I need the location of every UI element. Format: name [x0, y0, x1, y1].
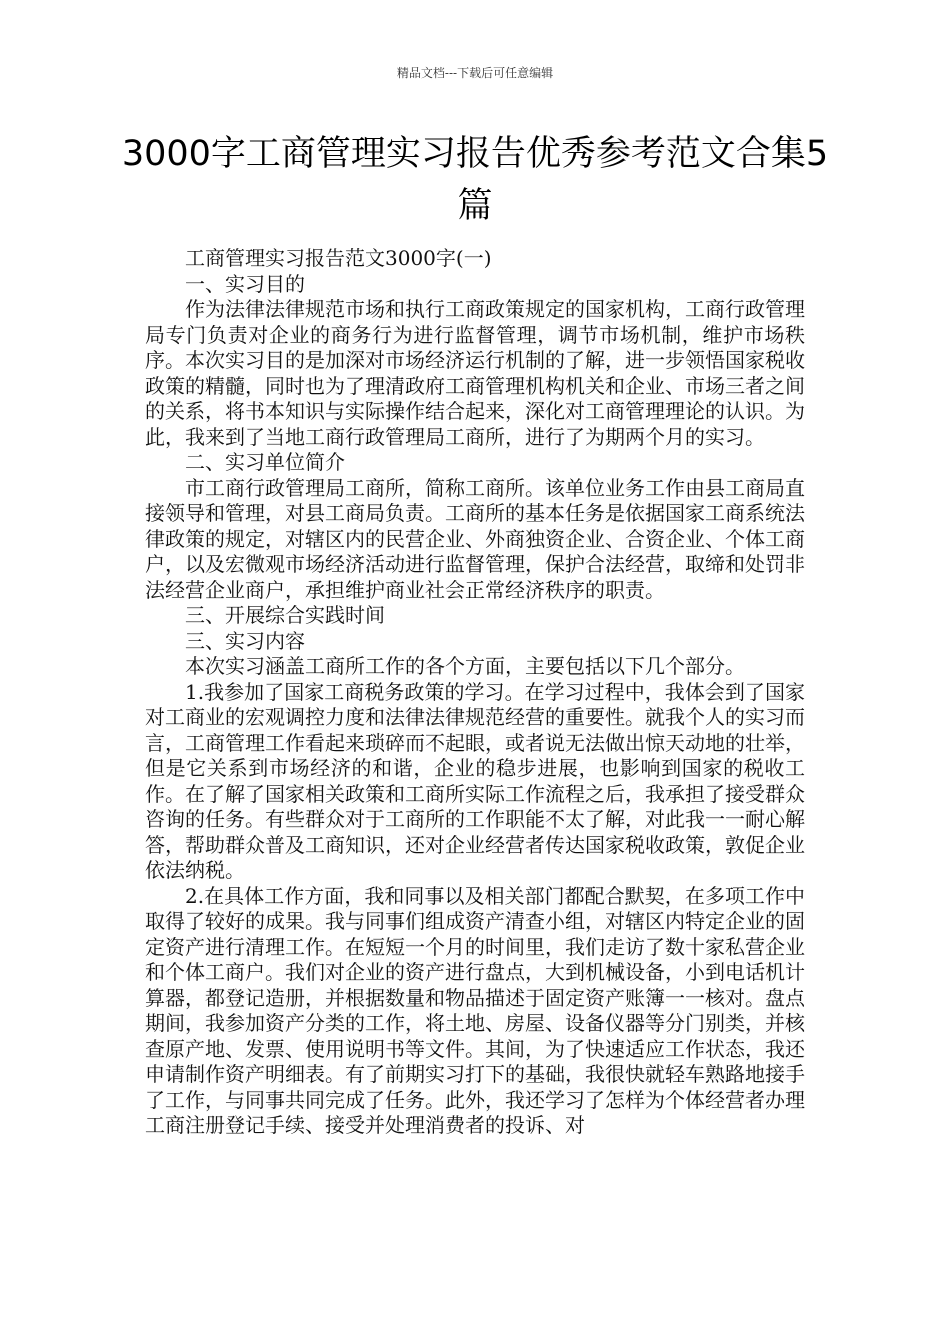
body-paragraph: 本次实习涵盖工商所工作的各个方面，主要包括以下几个部分。 — [185, 654, 745, 678]
section-heading: 三、开展综合实践时间 — [185, 603, 385, 627]
body-paragraph: 市工商行政管理局工商所，简称工商所。该单位业务工作由县工商局直接领导和管理，对县工商局负责。工商所的基本任务是依据国家工商系统法律政策的规定，对辖区内的民营企业、外商独资企业、合资企业、个体工商户，以及宏微观市场经济活动进行监督管理，保护合法经营，取缔和处罚非法经营企业商户，承担维护商业社会正常经济秩序的职责。 — [145, 475, 805, 602]
body-paragraph: 1.我参加了国家工商税务政策的学习。在学习过程中，我体会到了国家对工商业的宏观调控力度和法律法律规范经营的重要性。就我个人的实习而言，工商管理工作看起来琐碎而不起眼，或者说无法做出惊天动地的壮举，但是它关系到市场经济的和谐，企业的稳步进展，也影响到国家的税收工作。在了解了国家相关政策和工商所实际工作流程之后，我承担了接受群众咨询的任务。有些群众对于工商所的工作职能不太了解，对此我一一耐心解答，帮助群众普及工商知识，还对企业经营者传达国家税收政策，敦促企业依法纳税。 — [145, 679, 805, 882]
section-heading: 二、实习单位简介 — [185, 450, 345, 474]
document-title: 3000字工商管理实习报告优秀参考范文合集5篇 — [121, 134, 829, 226]
section-heading: 三、实习内容 — [185, 628, 305, 653]
header-note: 精品文档---下载后可任意编辑 — [396, 66, 554, 80]
body-paragraph: 2.在具体工作方面，我和同事以及相关部门都配合默契，在多项工作中取得了较好的成果。我与同事们组成资产清查小组，对辖区内特定企业的固定资产进行清理工作。在短短一个月的时间里，我们走访了数十家私营企业和个体工商户。我们对企业的资产进行盘点，大到机械设备，小到电话机计算器，都登记造册，并根据数量和物品描述于固定资产账簿一一核对。盘点期间，我参加资产分类的工作，将土地、房屋、设备仪器等分门别类，并核查原产地、发票、使用说明书等文件。其间，为了快速适应工作状态，我还申请制作资产明细表。有了前期实习打下的基础，我很快就轻车熟路地接手了工作，与同事共同完成了任务。此外，我还学习了怎样为个体经营者办理工商注册登记手续、接受并处理消费者的投诉、对 — [145, 883, 805, 1137]
document-body — [145, 246, 805, 1139]
section-heading: 工商管理实习报告范文3000字(一) — [185, 246, 492, 270]
body-paragraph: 作为法律法律规范市场和执行工商政策规定的国家机构，工商行政管理局专门负责对企业的商务行为进行监督管理，调节市场机制，维护市场秩序。本次实习目的是加深对市场经济运行机制的了解，进一步领悟国家税收政策的精髓，同时也为了理清政府工商管理机构机关和企业、市场三者之间的关系，将书本知识与实际操作结合起来，深化对工商管理理论的认识。为此，我来到了当地工商行政管理局工商所，进行了为期两个月的实习。 — [145, 297, 805, 449]
section-heading: 一、实习目的 — [185, 271, 305, 296]
